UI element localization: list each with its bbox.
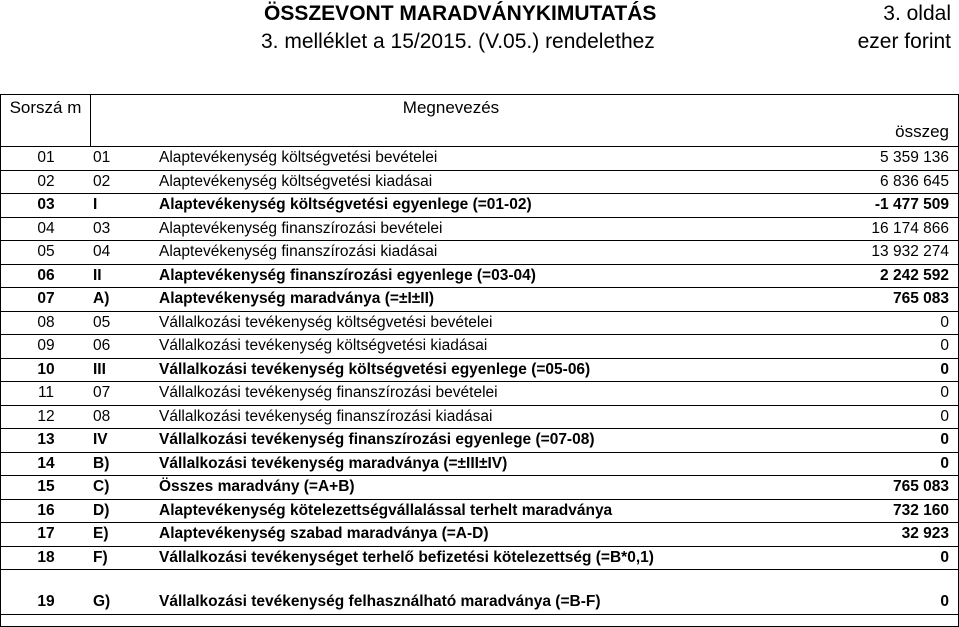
row-name: Alaptevékenység maradványa (=±I±II) [159, 290, 435, 307]
row-name: Alaptevékenység szabad maradványa (=A-D) [159, 525, 489, 542]
row-value: 765 083 [892, 290, 949, 307]
row-name: Összes maradvány (=A+B) [159, 478, 355, 495]
column-header-sorszam: Sorszá m [1, 95, 91, 146]
column-header-megnevezes: Megnevezés [402, 98, 500, 117]
row-value: 0 [940, 407, 949, 425]
row-number: 12 [37, 407, 55, 425]
table-row [1, 453, 958, 477]
table-row [1, 382, 958, 406]
row-code: II [93, 266, 102, 284]
row-name: Vállalkozási tevékenységet terhelő befizetési kötelezettség (=B*0,1) [159, 548, 654, 566]
row-code: 08 [93, 407, 111, 425]
row-number: 13 [37, 431, 55, 448]
row-code: 06 [93, 337, 111, 354]
table-row [1, 265, 958, 289]
row-name: Vállalkozási tevékenység költségvetési kiadásai [159, 337, 488, 354]
table-row [1, 429, 958, 453]
row-name: Alaptevékenység finanszírozási bevételei [159, 219, 443, 237]
row-value: 13 932 274 [871, 243, 949, 260]
row-name: Vállalkozási tevékenység finanszírozási egyenlege (=07-08) [159, 431, 595, 448]
row-value: 0 [940, 548, 949, 566]
page-number: 3. oldal [883, 2, 951, 25]
table-row [1, 312, 958, 336]
column-header-osszeg: összeg [895, 122, 949, 141]
table-row [1, 500, 958, 524]
row-code: 07 [93, 384, 111, 401]
row-number: 01 [37, 149, 55, 166]
row-value: 732 160 [892, 501, 949, 519]
row-name: Alaptevékenység költségvetési bevételei [159, 149, 438, 166]
table-row [1, 570, 958, 615]
row-code: B) [93, 454, 110, 472]
document-subtitle: 3. melléklet a 15/2015. (V.05.) rendelethez [261, 30, 655, 53]
row-code: 01 [93, 149, 111, 166]
row-name: Vállalkozási tevékenység finanszírozási bevételei [159, 384, 498, 401]
table-row [1, 359, 958, 383]
row-value: 0 [940, 454, 949, 472]
row-number: 09 [37, 337, 55, 354]
row-number: 19 [37, 593, 55, 610]
table-row [1, 523, 958, 547]
row-value: 5 359 136 [880, 149, 949, 166]
row-value: 6 836 645 [880, 172, 949, 190]
row-value: 2 242 592 [880, 266, 949, 284]
row-value: 0 [940, 313, 949, 331]
row-code: 02 [93, 172, 111, 190]
row-code: D) [93, 501, 110, 519]
row-name: Vállalkozási tevékenység finanszírozási kiadásai [159, 407, 493, 425]
row-number: 10 [37, 360, 55, 378]
row-code: 05 [93, 313, 111, 331]
row-number: 07 [37, 290, 55, 307]
row-name: Vállalkozási tevékenység maradványa (=±III±IV) [159, 454, 508, 472]
table-row [1, 476, 958, 500]
row-value: -1 477 509 [874, 196, 949, 213]
row-code: IV [93, 431, 108, 448]
row-number: 11 [37, 384, 55, 401]
table-row [1, 147, 958, 171]
row-code: F) [93, 548, 108, 566]
row-code: C) [93, 478, 110, 495]
table-row [1, 241, 958, 265]
row-number: 02 [37, 172, 55, 190]
table-row [1, 171, 958, 195]
row-name: Vállalkozási tevékenység költségvetési egyenlege (=05-06) [159, 360, 591, 378]
row-code: III [93, 360, 106, 378]
row-number: 18 [37, 548, 55, 566]
row-value: 0 [940, 337, 949, 354]
table-row [1, 218, 958, 242]
table-row [1, 547, 958, 571]
row-code: 03 [93, 219, 111, 237]
table-header [1, 95, 958, 147]
row-code: E) [93, 525, 109, 542]
row-code: 04 [93, 243, 111, 260]
row-name: Alaptevékenység költségvetési kiadásai [159, 172, 433, 190]
document-title: ÖSSZEVONT MARADVÁNYKIMUTATÁS [264, 2, 657, 25]
table-row [1, 194, 958, 218]
row-value: 0 [940, 360, 949, 378]
row-code: I [93, 196, 98, 213]
row-name: Alaptevékenység finanszírozási egyenlege (=03-04) [159, 266, 536, 284]
row-value: 32 923 [901, 525, 949, 542]
row-name: Vállalkozási tevékenység költségvetési bevételei [159, 313, 493, 331]
table-row [1, 288, 958, 312]
row-value: 0 [940, 593, 949, 610]
row-number: 06 [37, 266, 55, 284]
table-row [1, 335, 958, 359]
row-name: Alaptevékenység kötelezettségvállalással terhelt maradványa [159, 501, 613, 519]
row-number: 14 [37, 454, 55, 472]
row-number: 03 [37, 196, 55, 213]
row-code: G) [93, 593, 111, 610]
row-number: 15 [37, 478, 55, 495]
row-value: 0 [940, 431, 949, 448]
row-number: 04 [37, 219, 55, 237]
row-number: 05 [37, 243, 55, 260]
row-number: 17 [37, 525, 55, 542]
row-name: Alaptevékenység költségvetési egyenlege (=01-02) [159, 196, 532, 213]
row-name: Vállalkozási tevékenység felhasználható maradványa (=B-F) [159, 593, 601, 610]
table-body [1, 147, 958, 615]
row-code: A) [93, 290, 110, 307]
maradvany-table [0, 94, 959, 627]
row-value: 16 174 866 [871, 219, 949, 237]
row-value: 765 083 [892, 478, 949, 495]
table-row [1, 406, 958, 430]
row-value: 0 [940, 384, 949, 401]
unit-label: ezer forint [857, 30, 951, 53]
row-name: Alaptevékenység finanszírozási kiadásai [159, 243, 438, 260]
row-number: 08 [37, 313, 55, 331]
row-number: 16 [37, 501, 55, 519]
